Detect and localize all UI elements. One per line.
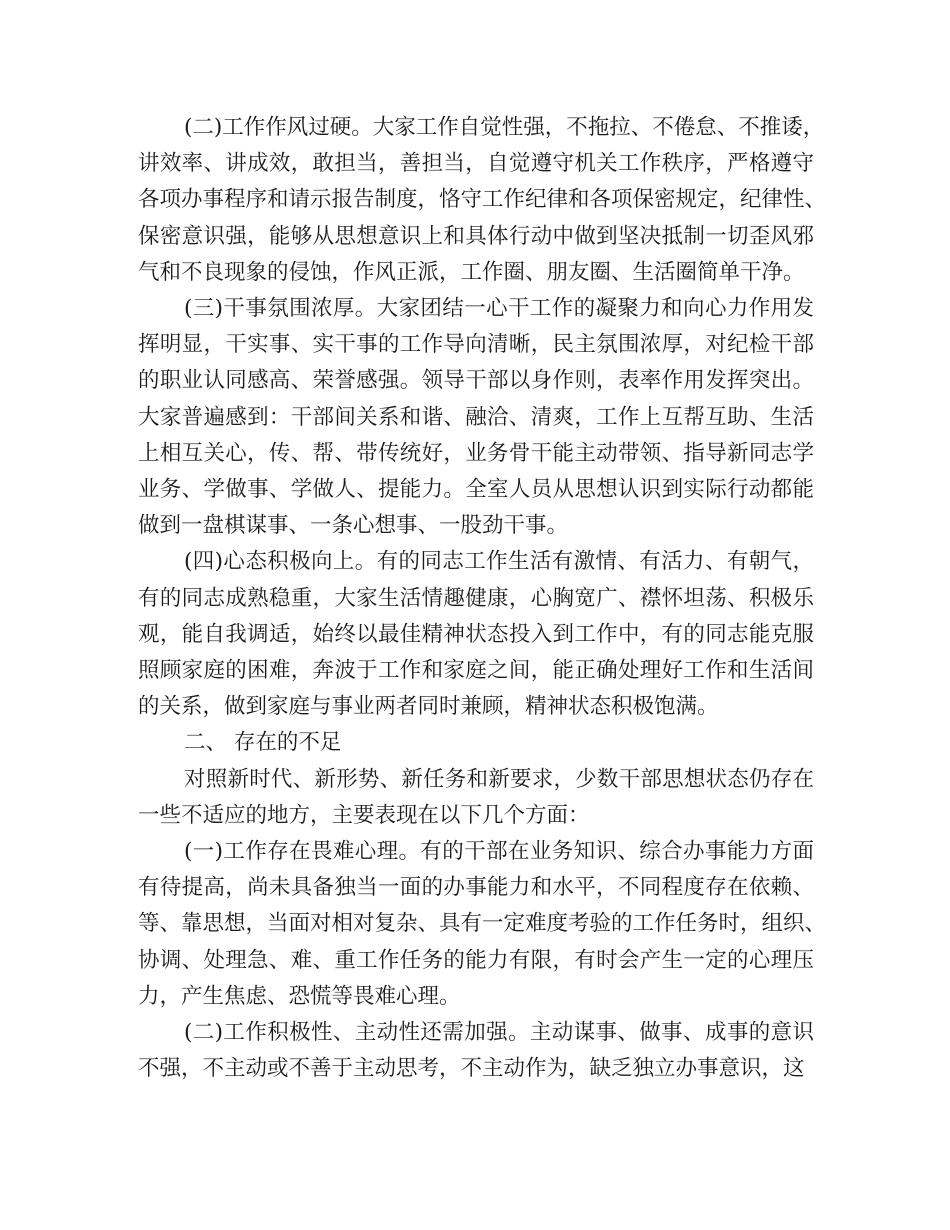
paragraph-fear-of-difficulty [138,834,827,1015]
paragraph-positive-attitude [138,544,814,725]
text-line: 协调、处理急、难、重工作任务的能力有限，有时会产生一定的心理压 [138,947,814,973]
text-line: (二)工作作风过硬。大家工作自觉性强，不拖拉、不倦怠、不推诿， [184,115,825,140]
text-line: (二)工作积极性、主动性还需加强。主动谋事、做事、成事的意识 [184,1020,814,1046]
text-line: (三)干事氛围浓厚。大家团结一心干工作的凝聚力和向心力作用发 [184,296,814,322]
paragraph-initiative [138,1015,814,1087]
text-line: 对照新时代、新形势、新任务和新要求，少数干部思想状态仍存在 [184,766,814,792]
text-line: 一些不适应的地方，主要表现在以下几个方面： [138,802,590,828]
text-line: 气和不良现象的侵蚀，作风正派，工作圈、朋友圈、生活圈简单干净。 [138,259,805,285]
text-line: 观，能自我调适，始终以最佳精神状态投入到工作中，有的同志能克服 [138,621,814,647]
section-heading-shortcomings [138,725,814,761]
text-line: (四)心态积极向上。有的同志工作生活有激情、有活力、有朝气， [184,549,814,575]
text-line: 业务、学做事、学做人、提能力。全室人员从思想认识到实际行动都能 [138,477,814,503]
text-line: 不强，不主动或不善于主动思考，不主动作为，缺乏独立办事意识，这 [138,1056,805,1082]
text-line: 保密意识强，能够从思想意识上和具体行动中做到坚决抵制一切歪风邪 [138,223,814,249]
text-line: 上相互关心，传、帮、带传统好，业务骨干能主动带领、指导新同志学 [138,440,814,466]
paragraph-work-style [138,110,827,291]
text-line: 挥明显，干实事、实干事的工作导向清晰，民主氛围浓厚，对纪检干部 [138,332,814,358]
text-line: 照顾家庭的困难，奔波于工作和家庭之间，能正确处理好工作和生活间 [138,658,814,684]
text-line: 力，产生焦虑、恐慌等畏难心理。 [138,983,461,1009]
paragraph-work-atmosphere [138,291,814,544]
paragraph-shortcomings-intro [138,762,814,834]
text-line: 有待提高，尚未具备独当一面的办事能力和水平，不同程度存在依赖、 [138,875,814,901]
text-line: 大家普遍感到：干部间关系和谐、融洽、清爽，工作上互帮互助、生活 [138,404,814,430]
text-line: 各项办事程序和请示报告制度，恪守工作纪律和各项保密规定，纪律性、 [138,187,827,213]
document-body [138,110,827,1087]
text-line: 有的同志成熟稳重，大家生活情趣健康，心胸宽广、襟怀坦荡、积极乐 [138,585,814,611]
text-line: 讲效率、讲成效，敢担当，善担当，自觉遵守机关工作秩序，严格遵守 [138,151,814,177]
text-line: 做到一盘棋谋事、一条心想事、一股劲干事。 [138,513,569,539]
text-line: 的职业认同感高、荣誉感强。领导干部以身作则，表率作用发挥突出。 [138,368,814,394]
text-line: 二、 存在的不足 [184,730,342,756]
text-line: 的关系，做到家庭与事业两者同时兼顾，精神状态积极饱满。 [138,694,719,720]
text-line: (一)工作存在畏难心理。有的干部在业务知识、综合办事能力方面 [184,839,814,865]
text-line: 等、靠思想，当面对相对复杂、具有一定难度考验的工作任务时，组织、 [138,911,827,937]
